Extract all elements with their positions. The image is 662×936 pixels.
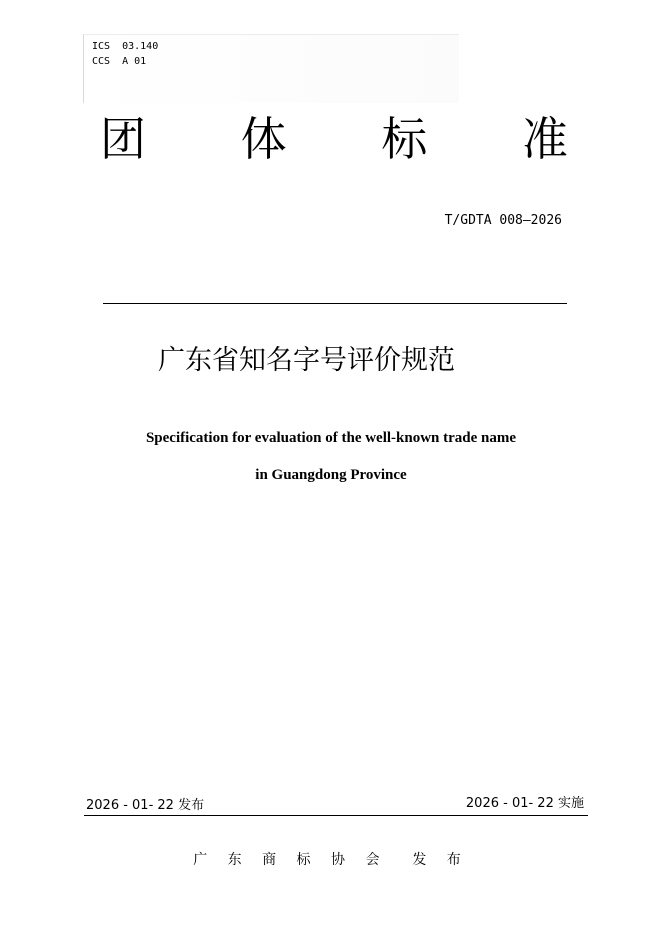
- title-chinese: 广东省知名字号评价规范: [158, 345, 455, 376]
- top-divider: [103, 303, 567, 304]
- title-english-line-1: Specification for evaluation of the well-known trade name: [145, 430, 517, 446]
- publisher: 广 东 商 标 协 会 发 布: [193, 852, 469, 868]
- standard-type-char: 团: [100, 112, 146, 166]
- standard-type-char: 体: [240, 112, 287, 166]
- ccs-code: CCS A 01: [92, 56, 147, 67]
- bottom-divider: [84, 815, 588, 816]
- standard-type-char: 准: [521, 112, 568, 166]
- standard-type-char: 标: [381, 112, 428, 166]
- standard-number: T/GDTA 008—2026: [444, 213, 562, 228]
- publish-date: 2026 - 01- 22 发布: [86, 798, 205, 813]
- ics-code: ICS 03.140: [92, 41, 159, 52]
- standard-type-heading: [100, 108, 568, 170]
- implement-date: 2026 - 01- 22 实施: [465, 796, 584, 811]
- title-english-line-2: in Guangdong Province: [255, 467, 407, 483]
